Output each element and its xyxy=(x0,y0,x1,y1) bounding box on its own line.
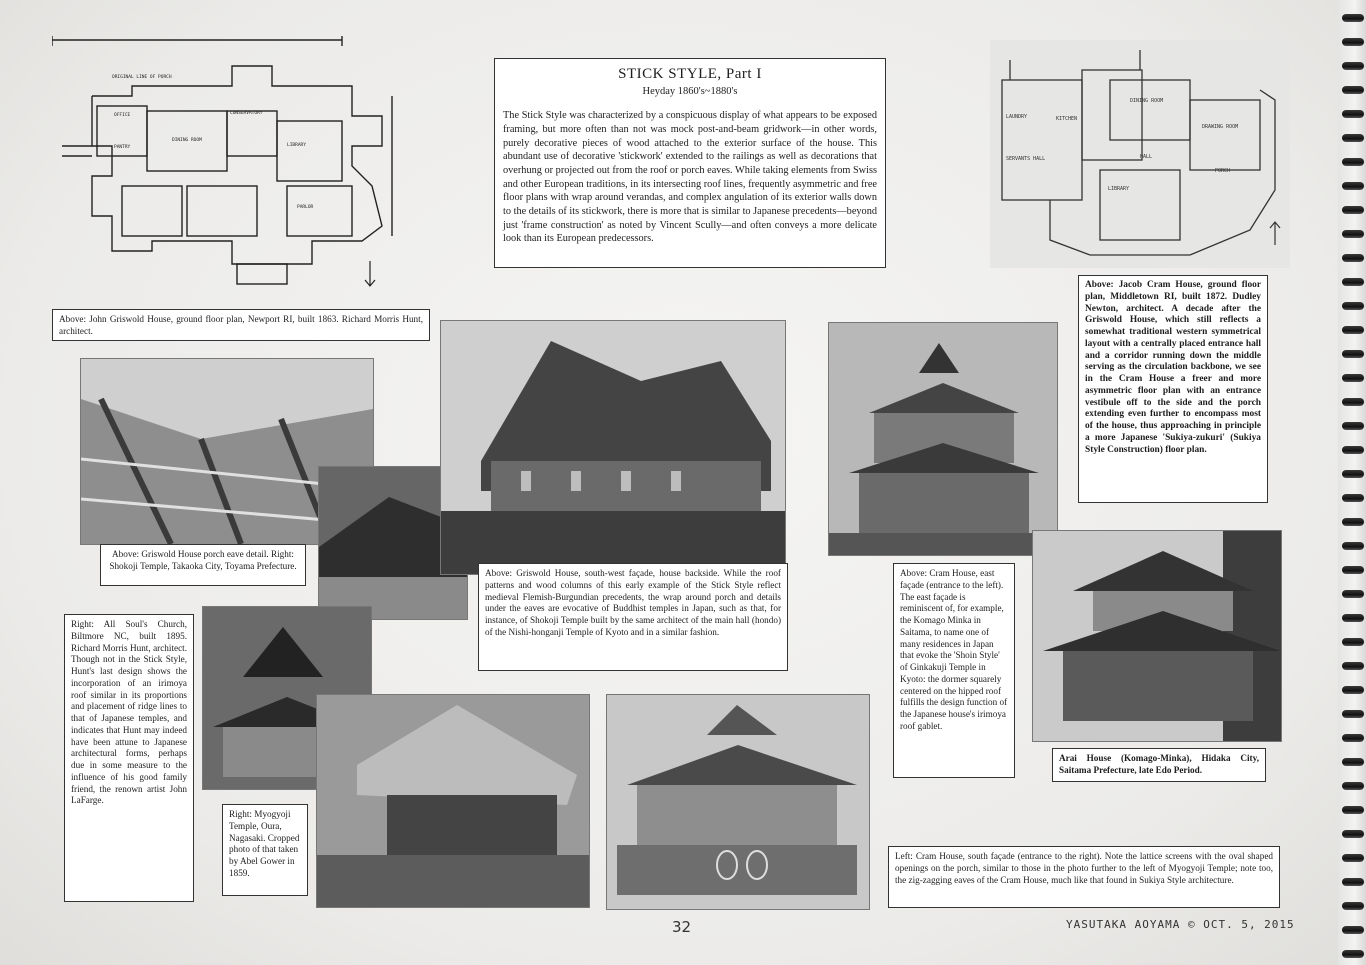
binding-ring xyxy=(1342,782,1364,790)
page-title: STICK STYLE, Part I xyxy=(618,66,762,82)
binding-ring xyxy=(1342,254,1364,262)
caption-all-souls: Right: All Soul's Church, Biltmore NC, built 1895. Richard Morris Hunt, architect. Though not in the Stick Style, Hunt's last design shows the incorporation of an irimoya roof similar in its proportions and placement of ridge lines to that of Japanese temples, and indicates that Hunt may indeed have been attune to Japanese architectural forms, perhaps due in some measure to the influence of his good family friend, the renown artist John LaFarge. xyxy=(64,614,194,902)
binding-ring xyxy=(1342,878,1364,886)
binding-ring xyxy=(1342,710,1364,718)
binding-ring xyxy=(1342,302,1364,310)
plan-label-office: OFFICE xyxy=(114,113,131,118)
plan-label-dining: DINING ROOM xyxy=(1130,98,1164,104)
plan-label-hall: HALL xyxy=(1140,154,1153,160)
binding-ring xyxy=(1342,374,1364,382)
binding-ring xyxy=(1342,62,1364,70)
griswold-floor-plan xyxy=(52,36,414,292)
binding-ring xyxy=(1342,206,1364,214)
stick-style-text-box xyxy=(494,58,886,268)
binding-ring xyxy=(1342,446,1364,454)
plan-label-library: LIBRARY xyxy=(287,143,306,148)
plan-label-parlor: PARLOR xyxy=(297,205,314,210)
binding-ring xyxy=(1342,902,1364,910)
caption-griswold-plan: Above: John Griswold House, ground floor plan, Newport RI, built 1863. Richard Morris Hunt, architect. xyxy=(52,309,430,341)
binding-ring xyxy=(1342,86,1364,94)
binding-ring xyxy=(1342,686,1364,694)
binding-ring xyxy=(1342,422,1364,430)
binding-ring xyxy=(1342,182,1364,190)
binding-ring xyxy=(1342,662,1364,670)
signature: YASUTAKA AOYAMA © OCT. 5, 2015 xyxy=(1066,918,1295,931)
binding-ring xyxy=(1342,926,1364,934)
binding-ring xyxy=(1342,830,1364,838)
intro-text: The Stick Style was characterized by a conspicuous display of what appears to be exposed framing, but more often than not was mock post-and-beam gridwork—in other words, purely decorative pieces of wood attached to the exterior surface of the house. This abundant use of decorative 'stickwork' extended to the railings as well as decorations that overhung or projected out from the roof or porch eaves. While taking elements from Swiss and other European traditions, in its intersecting roof lines, frequently asymmetric and free floor plans with wrap around verandas, and complex angulation of its exterior walls down to the details of its stickwork, there is more that is similar to Japanese precedents—beyond just 'frame construction' as noted by Vincent Scully—and often conveys a more delicate look than its European predecessors. xyxy=(503,110,878,245)
binding-ring xyxy=(1342,638,1364,646)
plan-label-pantry: PANTRY xyxy=(114,145,131,150)
binding-ring xyxy=(1342,758,1364,766)
photo-cram-south-facade xyxy=(606,694,870,910)
binding-ring xyxy=(1342,230,1364,238)
page-subtitle: Heyday 1860's~1880's xyxy=(642,85,738,97)
binding-ring xyxy=(1342,350,1364,358)
plan-label-conservatory: CONSERVATORY xyxy=(230,111,263,116)
plan-label-porch: ORIGINAL LINE OF PORCH xyxy=(112,75,172,80)
binding-ring xyxy=(1342,398,1364,406)
photo-griswold-facade xyxy=(440,320,786,575)
binding-ring xyxy=(1342,278,1364,286)
binding-ring xyxy=(1342,14,1364,22)
caption-griswold-facade: Above: Griswold House, south-west façade, house backside. While the roof patterns and wood columns of this early example of the Stick Style reflect medieval Flemish-Burgundian precedents, the wrap around porch and details under the eaves are evocative of Buddhist temples in Japan, such as that, for instance, of Shokoji Temple built by the same architect of the main hall (hondo) of the Nishi-honganji Temple of Kyoto and in a similar fashion. xyxy=(478,563,788,671)
plan-label-library: LIBRARY xyxy=(1108,186,1130,192)
caption-cram-east: Above: Cram House, east façade (entrance to the left). The east façade is reminiscent of, for example, the Komago Minka in Saitama, to name one of many residences in Japan that evoke the 'Shoin Style' of Ginkakuji Temple in Kyoto: the dormer squarely centered on the hipped roof fulfills the design function of the Japanese house's irimoya roof gablet. xyxy=(893,563,1015,778)
binding-ring xyxy=(1342,950,1364,958)
binding-ring xyxy=(1342,494,1364,502)
plan-label-dining: DINING ROOM xyxy=(172,138,202,143)
binding-ring xyxy=(1342,38,1364,46)
page-number: 32 xyxy=(672,918,692,936)
binding-ring xyxy=(1342,134,1364,142)
binding-ring xyxy=(1342,566,1364,574)
binding-ring xyxy=(1342,110,1364,118)
binding-ring xyxy=(1342,806,1364,814)
binding-ring xyxy=(1342,326,1364,334)
plan-label-kitchen: KITCHEN xyxy=(1056,116,1078,122)
binding-ring xyxy=(1342,542,1364,550)
caption-cram-plan: Above: Jacob Cram House, ground floor plan, Middletown RI, built 1872. Dudley Newton, architect. A decade after the Griswold House, which still reflects a somewhat traditional western symmetrical layout with a centrally placed entrance hall and a corridor running down the middle serving as the circulation backbone, we see in the Cram House a freer and more asymmetric floor plan with an entrance vestibule off to the side and the porch extending even further to encompass most of the house, thus approaching in principle a more Japanese 'Sukiya-zukuri' (Sukiya Style Construction) floor plan. xyxy=(1078,275,1268,503)
photo-arai-house xyxy=(1032,530,1282,742)
binding-ring xyxy=(1342,158,1364,166)
binding-ring xyxy=(1342,614,1364,622)
cram-floor-plan xyxy=(990,40,1290,268)
plan-label-servants: SERVANTS HALL xyxy=(1006,156,1046,162)
binding-ring xyxy=(1342,518,1364,526)
caption-cram-south: Left: Cram House, south façade (entrance to the right). Note the lattice screens with the oval shaped openings on the porch, similar to those in the photo further to the left of Myogyoji Temple; note too, the zig-zagging eaves of the Cram House, much like that found in Sukiya Style architecture. xyxy=(888,846,1280,908)
caption-porch-eave: Above: Griswold House porch eave detail. Right: Shokoji Temple, Takaoka City, Toyama Prefecture. xyxy=(100,544,306,586)
plan-label-porch: PORCH xyxy=(1215,168,1231,174)
binding-ring xyxy=(1342,854,1364,862)
plan-label-laundry: LAUNDRY xyxy=(1006,114,1028,120)
photo-cram-east-facade xyxy=(828,322,1058,556)
binding-ring xyxy=(1342,734,1364,742)
notebook-spiral-binding xyxy=(1338,0,1366,965)
photo-myogyoji-temple xyxy=(316,694,590,908)
plan-label-drawing: DRAWING ROOM xyxy=(1202,124,1239,130)
caption-myogyoji: Right: Myogyoji Temple, Oura, Nagasaki. Cropped photo of that taken by Abel Gower in 1859. xyxy=(222,804,308,896)
caption-arai: Arai House (Komago-Minka), Hidaka City, Saitama Prefecture, late Edo Period. xyxy=(1052,748,1266,782)
binding-ring xyxy=(1342,590,1364,598)
binding-ring xyxy=(1342,470,1364,478)
